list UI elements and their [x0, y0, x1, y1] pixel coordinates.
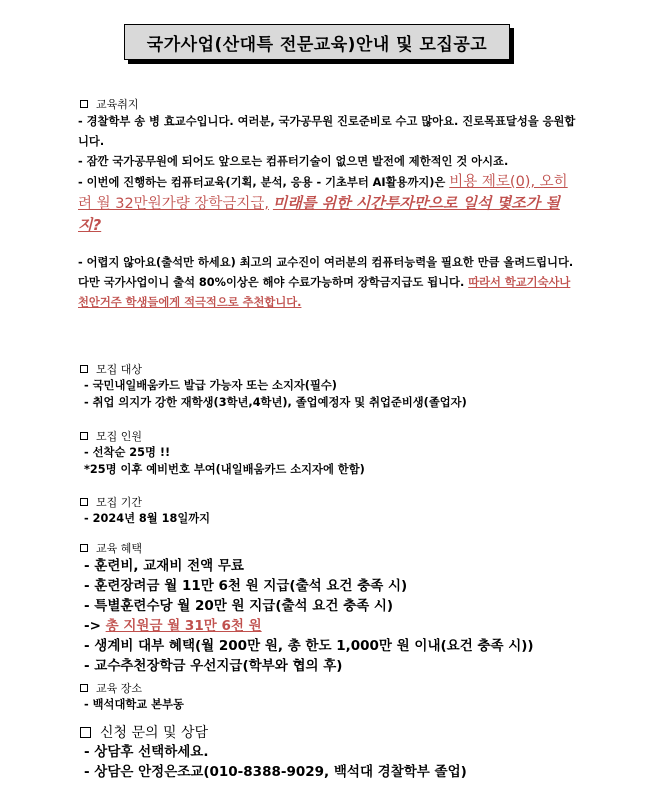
section-heading: 교육취지 — [78, 96, 578, 112]
square-bullet-icon — [80, 498, 88, 506]
square-bullet-icon — [80, 365, 88, 373]
section-benefits — [78, 540, 578, 676]
highlight-total-support: 총 지원금 월 31만 6천 원 — [105, 618, 262, 634]
list-item: - 국민내일배움카드 발급 가능자 또는 소지자(필수) — [84, 379, 337, 392]
square-bullet-icon — [80, 100, 88, 108]
section-heading: 교육 장소 — [78, 680, 578, 696]
section-heading: 모집 인원 — [78, 428, 578, 444]
section-heading: 교육 혜택 — [78, 540, 578, 556]
list-item: - 교수추천장학금 우선지급(학부와 협의 후) — [84, 658, 343, 674]
section-period — [78, 494, 578, 527]
section-target — [78, 361, 578, 411]
square-bullet-icon — [80, 432, 88, 440]
contact-info: - 상담은 안정은조교(010-8388-9029, 백석대 경찰학부 졸업) — [84, 764, 467, 780]
highlight-free-cost: 비용 제로(0), 오히려 월 32만원가량 장학금지급, — [78, 174, 568, 212]
section-count — [78, 428, 578, 478]
list-item: - 훈련장려금 월 11만 6천 원 지급(출석 요건 충족 시) — [84, 578, 408, 594]
section-heading: 모집 대상 — [78, 361, 578, 377]
page-title: 국가사업(산대특 전문교육)안내 및 모집공고 — [124, 24, 510, 60]
section-contact — [78, 722, 578, 782]
square-bullet-icon — [80, 684, 88, 692]
list-item: - 특별훈련수당 월 20만 원 지급(출석 요건 충족 시) — [84, 598, 394, 614]
total-support-line: -> 총 지원금 월 31만 6천 원 — [84, 618, 262, 634]
highlight-investment: 미래를 위한 시간투자만으로 일석 몇조가 될지? — [78, 194, 560, 234]
section-heading: 신청 문의 및 상담 — [78, 722, 578, 742]
purpose-paragraph-1: - 경찰학부 송 병 효교수입니다. 여러분, 국가공무원 진로준비로 수고 많아요. 진로목표달성을 응원합니다. — [78, 115, 576, 148]
list-item: - 2024년 8월 18일까지 — [84, 512, 211, 525]
list-item: - 취업 의지가 강한 재학생(3학년,4학년), 졸업예정자 및 취업준비생(졸업자) — [84, 396, 467, 409]
purpose-paragraph-2: - 잠깐 국가공무원에 되어도 앞으로는 컴퓨터기술이 없으면 발전에 제한적인 것 아시죠. — [78, 155, 509, 168]
purpose-paragraph-4: - 어렵지 않아요(출석만 하세요) 최고의 교수진이 여러분의 컴퓨터능력을 필요한 만큼 올려드립니다. 다만 국가사업이니 출석 80%이상은 해야 수료가능하며 장학금지급도 됩니다. 따라서 학교기숙사나 천안거주 학생들에게 적극적으로 추천합니다. — [78, 256, 574, 309]
list-item: - 훈련비, 교재비 전액 무료 — [84, 558, 244, 574]
section-heading: 모집 기간 — [78, 494, 578, 510]
list-item: - 백석대학교 본부동 — [84, 698, 184, 711]
square-bullet-icon — [80, 727, 91, 738]
square-bullet-icon — [80, 544, 88, 552]
purpose-paragraph-3: - 이번에 진행하는 컴퓨터교육(기획, 분석, 응용 - 기초부터 AI활용까지)은 비용 제로(0), 오히려 월 32만원가량 장학금지급, 미래를 위한 시간투자만으로 일석 몇조가 될지? — [78, 174, 568, 234]
section-place — [78, 680, 578, 713]
list-item: - 선착순 25명 !! — [84, 446, 171, 459]
list-item: - 생계비 대부 혜택(월 200만 원, 총 한도 1,000만 원 이내(요건 충족 시)) — [84, 638, 534, 654]
section-purpose — [78, 96, 578, 313]
list-item: *25명 이후 예비번호 부여(내일배움카드 소지자에 한함) — [84, 463, 365, 476]
highlight-recommend: 따라서 학교기숙사나 천안거주 학생들에게 적극적으로 추천합니다. — [78, 276, 571, 309]
list-item: - 상담후 선택하세요. — [84, 744, 209, 760]
